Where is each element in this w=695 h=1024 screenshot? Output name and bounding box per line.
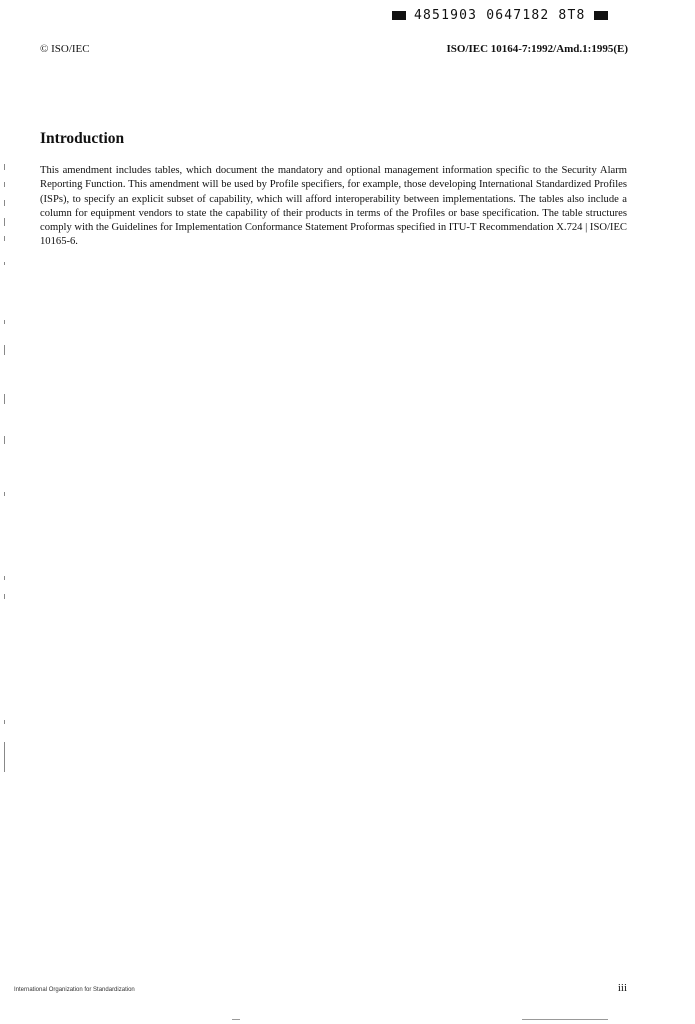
page-number: iii — [617, 982, 627, 994]
scan-mark — [232, 1019, 240, 1020]
scan-mark — [4, 236, 5, 241]
scan-mark — [4, 576, 5, 580]
scan-mark — [4, 742, 5, 772]
scan-mark — [4, 218, 5, 226]
scan-mark — [4, 436, 5, 444]
scan-mark — [4, 492, 5, 496]
scan-mark — [4, 200, 5, 206]
scan-block-left — [392, 11, 406, 20]
section-heading: Introduction — [40, 130, 125, 147]
scan-code: 4851903 0647182 8T8 — [414, 8, 586, 23]
scan-mark — [4, 182, 5, 187]
standard-reference: ISO/IEC 10164-7:1992/Amd.1:1995(E) — [446, 43, 628, 55]
footer-organization: International Organization for Standardization — [14, 987, 135, 993]
scan-mark — [4, 345, 5, 355]
scan-mark — [4, 720, 5, 724]
scan-block-right — [594, 11, 608, 20]
scan-mark — [4, 164, 5, 170]
scan-mark — [4, 320, 5, 324]
scan-mark — [4, 394, 5, 404]
scan-mark — [4, 594, 5, 599]
copyright-notice: © ISO/IEC — [40, 43, 90, 55]
introduction-paragraph: This amendment includes tables, which document the mandatory and optional management information specific to the Security Alarm Reporting Function. This amendment will be used by Profile specifiers, for example, those developing International Standardized Profiles (ISPs), to specify an explicit subset of capability, which will afford interoperability between implementations. The tables also include a column for equipment vendors to state the capability of their products in terms of the Profiles or base specification. The table structures comply with the Guidelines for Implementation Conformance Statement Proformas specified in ITU-T Recommendation X.724 | ISO/IEC 10165-6. — [40, 165, 627, 248]
scan-mark — [522, 1019, 608, 1020]
scan-code-line — [392, 8, 608, 23]
scan-mark — [4, 262, 5, 265]
